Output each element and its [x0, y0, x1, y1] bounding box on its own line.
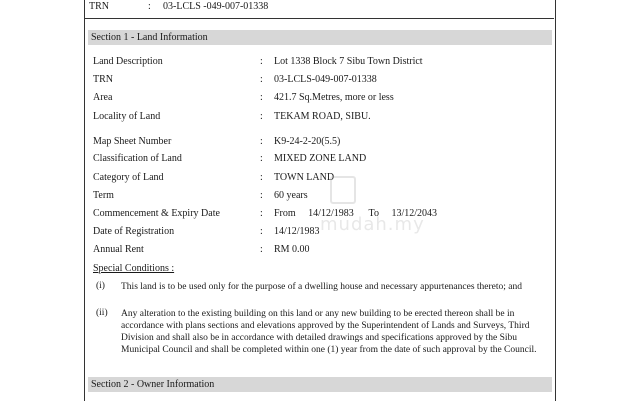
field-colon: : — [260, 208, 263, 219]
field-value-land-description: Lot 1338 Block 7 Sibu Town District — [274, 56, 423, 67]
header-block — [84, 0, 554, 19]
watermark: mudah.my — [320, 214, 425, 235]
special-conditions-title: Special Conditions : — [93, 263, 175, 274]
field-colon: : — [260, 56, 263, 67]
field-colon: : — [260, 136, 263, 147]
field-colon: : — [260, 226, 263, 237]
field-label-trn: TRN — [93, 74, 113, 85]
field-label-area: Area — [93, 92, 113, 103]
header-trn-label: TRN — [89, 1, 109, 12]
field-label-category: Category of Land — [93, 172, 164, 183]
field-colon: : — [260, 153, 263, 164]
section-1-heading: Section 1 - Land Information — [88, 30, 552, 45]
watermark-bag-icon — [330, 176, 356, 204]
field-label-classification: Classification of Land — [93, 153, 182, 164]
field-label-registration-date: Date of Registration — [93, 226, 175, 237]
field-label-locality: Locality of Land — [93, 111, 161, 122]
field-colon: : — [260, 92, 263, 103]
field-value-annual-rent: RM 0.00 — [274, 244, 310, 255]
field-value-trn: 03-LCLS-049-007-01338 — [274, 74, 377, 85]
field-colon: : — [260, 190, 263, 201]
condition-text: Any alteration to the existing building on this land or any new building to be erected thereon shall be in accordance with plans sections and elevations approved by the Superintendent of Lands and Surveys, Third Division and shall also be in accordance with detailed drawings and specifications approved by the Sibu Municipal Council and shall be completed within one (1) year from the date of such approval by the Council. — [121, 309, 537, 355]
field-label-land-description: Land Description — [93, 56, 163, 67]
field-value-term: 60 years — [274, 190, 308, 201]
field-value-commencement-expiry: From 14/12/1983 To 13/12/2043 — [274, 208, 438, 219]
field-label-term: Term — [93, 190, 114, 201]
field-value-classification: MIXED ZONE LAND — [274, 153, 367, 164]
field-value-category: TOWN LAND — [274, 172, 335, 183]
field-colon: : — [260, 172, 263, 183]
field-value-area: 421.7 Sq.Metres, more or less — [274, 92, 394, 103]
header-trn-value: 03-LCLS -049-007-01338 — [163, 1, 269, 12]
field-label-annual-rent: Annual Rent — [93, 244, 144, 255]
field-label-map-sheet: Map Sheet Number — [93, 136, 172, 147]
field-colon: : — [260, 74, 263, 85]
field-label-commencement-expiry: Commencement & Expiry Date — [93, 208, 220, 219]
section-2-heading: Section 2 - Owner Information — [88, 377, 552, 392]
header-trn-colon: : — [148, 1, 151, 12]
condition-text: This land is to be used only for the purpose of a dwelling house and necessary appurtenances thereto; and — [121, 282, 522, 292]
field-value-map-sheet: K9-24-2-20(5.5) — [274, 136, 341, 147]
condition-number: (i) — [96, 281, 105, 291]
condition-number: (ii) — [96, 308, 108, 318]
field-value-locality: TEKAM ROAD, SIBU. — [274, 111, 371, 122]
field-value-registration-date: 14/12/1983 — [274, 226, 320, 237]
field-colon: : — [260, 111, 263, 122]
field-colon: : — [260, 244, 263, 255]
